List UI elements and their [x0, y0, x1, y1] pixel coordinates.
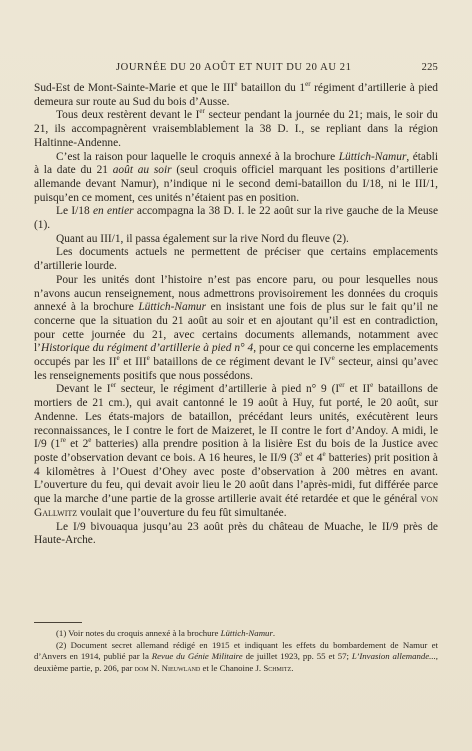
- text-run: voulait que l’ouverture du feu fût simultanée.: [77, 506, 287, 519]
- superscript: e: [146, 354, 150, 363]
- superscript: re: [60, 436, 66, 445]
- footnote-divider: [34, 622, 82, 623]
- text-run: accompagna la 38 D. I. le 22 août sur la rive gauche de la Meuse (1).: [34, 205, 439, 232]
- text-run: , établi à la date du 21: [34, 150, 438, 177]
- text-run: en entier: [92, 205, 134, 218]
- text-run: batteries) alla prendre position à la lisière Est du bois de la Justice avec poste d’observation devant ce bois. A 16 heures, le II/9 (3: [34, 438, 438, 464]
- text-run: Sud-Est de Mont-Sainte-Marie et que le III: [34, 82, 235, 94]
- text-run: dom N. Nieuwland: [134, 662, 201, 673]
- body-text: [34, 82, 438, 548]
- text-run: bataillon du 1: [237, 82, 306, 94]
- superscript: e: [299, 450, 303, 459]
- paragraph: [34, 109, 438, 150]
- paragraph: [34, 151, 438, 206]
- footnotes: [34, 628, 438, 674]
- text-run: Les documents actuels ne permettent de préciser que certains emplacements d’artillerie lourde.: [34, 246, 438, 273]
- text-run: en insistant une fois de plus sur le fait qu’il ne concerne que la situation du 21 août au soir et en ajoutant qu’il est en contradiction, pour cette journée du 21, avec certains documents allemands, notamment avec l’: [34, 301, 438, 355]
- text-run: C’est la raison pour laquelle le croquis annexé à la brochure: [56, 150, 339, 163]
- text-run: secteur, le régiment d’artillerie à pied n° 9 (I: [116, 383, 340, 396]
- superscript: e: [370, 381, 374, 390]
- text-run: (1) Voir notes du croquis annexé à la brochure: [56, 628, 221, 638]
- paragraph: [34, 383, 438, 520]
- text-run: secteur pendant la journée du 21; mais, le soir du 21, ils accompagnèrent vraisemblablement la 38 D. I., se repliant dans la région Haltinne-Andenne.: [34, 109, 438, 149]
- text-run: Le I/9 bivouaqua jusqu’au 23 août près du château de Muache, le II/9 près de Haute-Arche.: [34, 520, 438, 547]
- text-run: et III: [119, 356, 147, 369]
- text-run: et 2: [65, 438, 89, 451]
- paragraph: [34, 274, 438, 384]
- text-run: bataillons de ce régiment devant le IV: [149, 356, 332, 369]
- text-run: .: [291, 662, 294, 673]
- superscript: e: [116, 354, 120, 363]
- text-run: Quant au III/1, il passa également sur la rive Nord du fleuve (2).: [56, 232, 349, 245]
- superscript: e: [234, 80, 238, 89]
- paragraph: [34, 246, 438, 273]
- text-run: et 4: [302, 451, 323, 464]
- text-run: Historique du régiment d’artillerie à pied n° 4: [40, 342, 254, 355]
- text-run: , pour ce qui concerne les emplacements occupés par les II: [34, 342, 439, 369]
- superscript: er: [199, 107, 205, 116]
- text-run: J. Schmitz: [255, 662, 292, 673]
- text-run: .: [272, 628, 276, 638]
- superscript: e: [88, 436, 92, 445]
- text-run: Lüttich-Namur: [220, 628, 273, 638]
- text-run: août au soir: [112, 164, 172, 177]
- paragraph: [34, 205, 438, 232]
- text-run: bataillons de mortiers de 21 cm.), qui avait cantonné le 19 août à Huy, fut porté, le 20 août, sur Andenne. Les états-majors de bataillon, précédant leurs unités, exécutèrent leurs reconnaissances, le I contre le fort de Maizeret, le II contre le fort d’Andoy. A midi, le I/9 (1: [34, 383, 438, 451]
- superscript: er: [305, 80, 311, 89]
- superscript: er: [110, 381, 117, 390]
- footnote: [34, 628, 438, 640]
- text-run: et II: [344, 383, 371, 396]
- superscript: er: [339, 381, 345, 390]
- running-title: JOURNÉE DU 20 AOÛT ET NUIT DU 20 AU 21: [116, 62, 352, 73]
- text-run: L’Invasion allemande...: [351, 651, 436, 661]
- text-run: batteries) prit position à 4 kilomètres à l’Ouest d’Ohey avec poste d’observation à 200 mètres en avant. L’ouverture du feu, qui devait avoir lieu le 20 août dans l’après-midi, fut différée parce que la marche d’une partie de la grosse artillerie avait été retardée et que le général: [34, 451, 438, 506]
- superscript: e: [331, 354, 335, 363]
- page-number: 225: [421, 62, 438, 73]
- text-run: (seul croquis officiel marquant les positions d’artillerie allemande devant Namur), n’indique ni le second demi-bataillon du I/18, ni le III/1, puisqu’en ce moment, ces unités n’étaient pas en position.: [34, 164, 438, 204]
- text-run: Pour les unités dont l’histoire n’est pas encore paru, ou pour lesquelles nous n’avons aucun renseignement, nous admettrons provisoirement les données du croquis annexé à la brochure: [34, 273, 438, 314]
- text-run: et le Chanoine: [200, 662, 256, 673]
- text-run: von Gallwitz: [34, 493, 438, 519]
- paragraph: [34, 233, 438, 247]
- footnote: [34, 640, 438, 675]
- paragraph: [34, 521, 438, 548]
- text-run: , deuxième partie, p. 206, par: [34, 651, 438, 673]
- text-run: Tous deux restèrent devant le I: [56, 109, 200, 122]
- text-run: Devant le I: [56, 383, 111, 396]
- text-run: Revue du Génie Militaire: [151, 651, 243, 661]
- text-run: de juillet 1923, pp. 55 et 57;: [242, 651, 352, 661]
- text-run: Lüttich-Namur: [338, 150, 407, 163]
- text-run: Lüttich-Namur: [138, 301, 207, 314]
- text-run: (2) Document secret allemand rédigé en 1915 et indiquant les effets du bombardement de Namur et d’Anvers en 1914, publié par la: [34, 639, 438, 661]
- text-run: secteur, ainsi qu’avec les renseignements positifs que nous possédons.: [34, 356, 439, 382]
- text-run: Le I/18: [56, 205, 93, 218]
- paragraph: [34, 82, 438, 109]
- text-run: régiment d’artillerie à pied demeura sur route au Sud du bois d’Ausse.: [34, 82, 438, 108]
- superscript: e: [322, 450, 326, 459]
